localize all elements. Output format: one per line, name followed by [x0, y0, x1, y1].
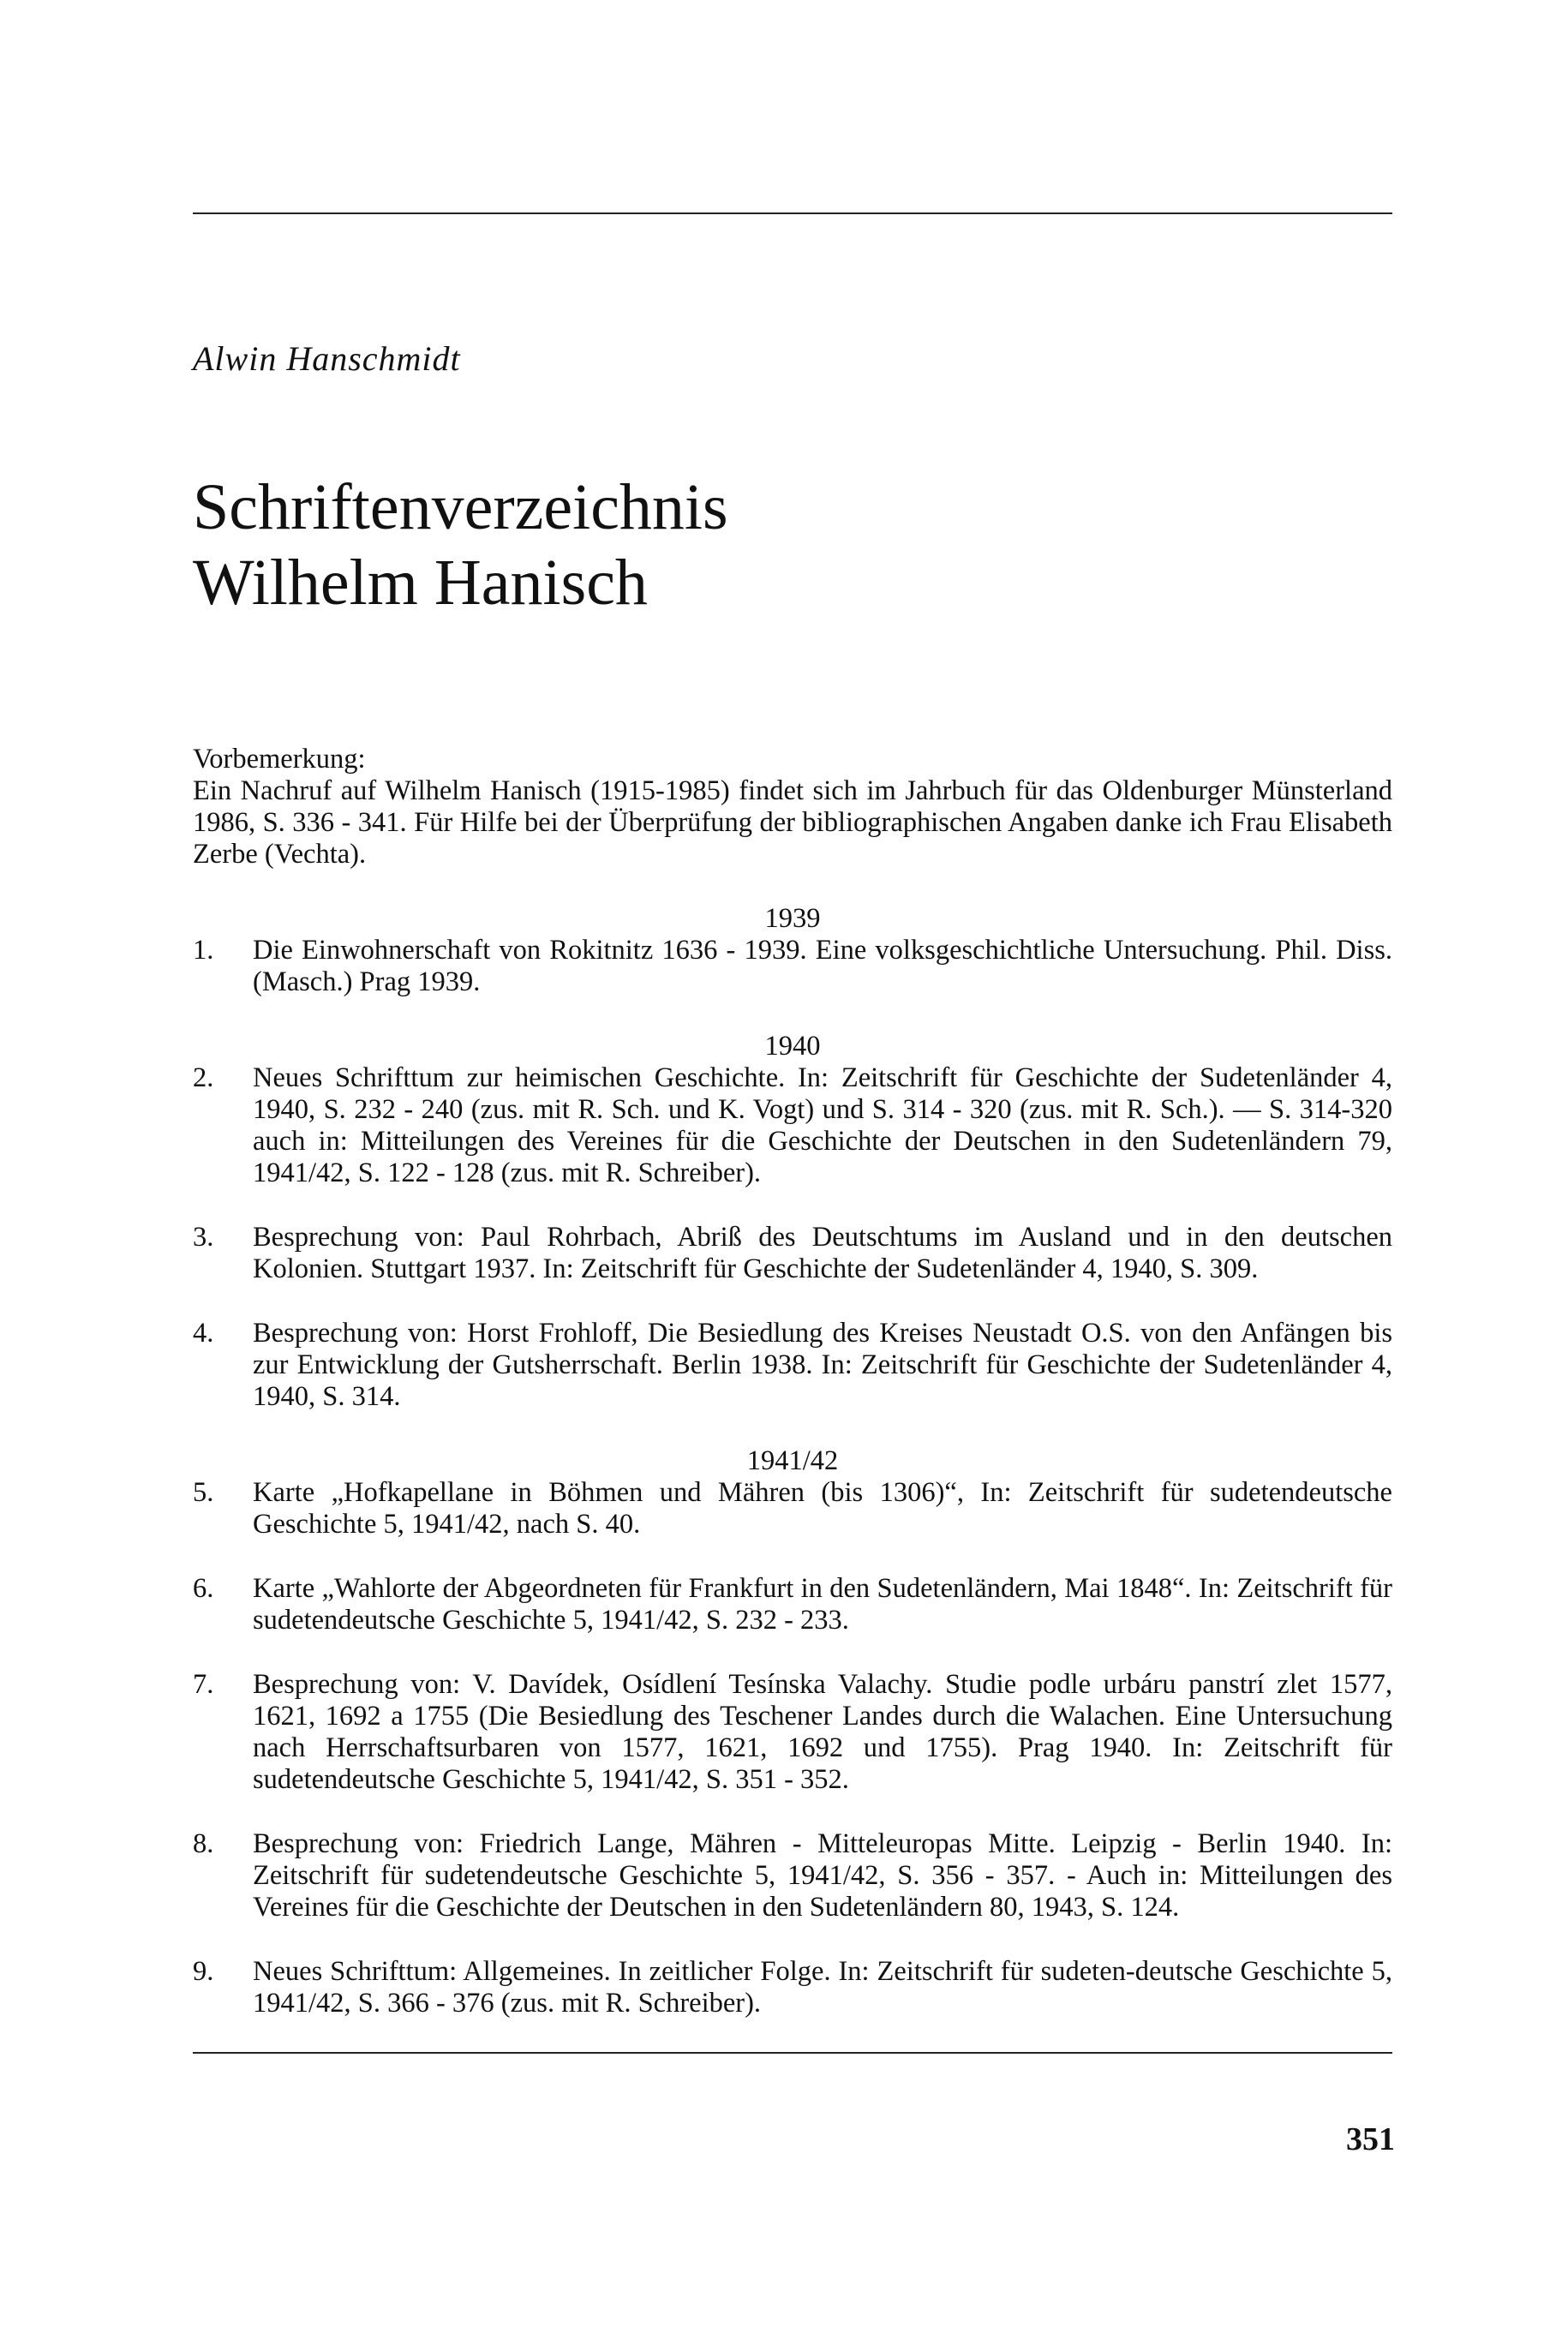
bibliography-entry: [193, 1669, 1392, 1796]
bibliography-entry: [193, 1318, 1392, 1413]
entry-text: Besprechung von: Paul Rohrbach, Abriß des Deutschtums im Ausland und in den deutschen Kolonien. Stuttgart 1937. In: Zeitschrift für Geschichte der Sudetenländer 4, 1940, S. 309.: [253, 1222, 1392, 1284]
entry-number: 6.: [193, 1573, 214, 1604]
title-line-2: Wilhelm Hanisch: [193, 547, 648, 619]
bibliography-entry: [193, 935, 1392, 998]
bottom-rule: [193, 2052, 1392, 2054]
author-name: Alwin Hanschmidt: [193, 339, 461, 378]
year-heading: 1939: [764, 903, 821, 934]
entry-text: Neues Schrifttum zur heimischen Geschichte. In: Zeitschrift für Geschichte der Sudetenländer 4, 1940, S. 232 - 240 (zus. mit R. Sch. und K. Vogt) und S. 314 - 320 (zus. mit R. Sch.). — S. 314-320 auch in: Mitteilungen des Vereines für die Geschichte der Deutschen in den Sudetenländern 79, 1941/42, S. 122 - 128 (zus. mit R. Schreiber).: [253, 1062, 1392, 1188]
preliminary-note: [193, 744, 1392, 870]
entry-number: 8.: [193, 1828, 214, 1859]
entry-text: Besprechung von: V. Davídek, Osídlení Tesínska Valachy. Studie podle urbáru panstrí zlet 1577, 1621, 1692 a 1755 (Die Besiedlung des Teschener Landes durch die Walachen. Eine Untersuchung nach Herrschaftsurbaren von 1577, 1621, 1692 und 1755). Prag 1940. In: Zeitschrift für sudetendeutsche Geschichte 5, 1941/42, S. 351 - 352.: [253, 1669, 1392, 1795]
entry-number: 2.: [193, 1062, 214, 1093]
entry-text: Karte „Hofkapellane in Böhmen und Mähren (bis 1306)“, In: Zeitschrift für sudetendeutsche Geschichte 5, 1941/42, nach S. 40.: [253, 1477, 1392, 1540]
bibliography-content: [193, 744, 1392, 2019]
page-title: [193, 470, 728, 620]
section-1939: [193, 903, 1392, 998]
entry-text: Karte „Wahlorte der Abgeordneten für Frankfurt in den Sudetenländern, Mai 1848“. In: Zeitschrift für sudetendeutsche Geschichte 5, 1941/42, S. 232 - 233.: [253, 1573, 1392, 1636]
entry-text: Die Einwohnerschaft von Rokitnitz 1636 - 1939. Eine volksgeschichtliche Untersuchung. Phil. Diss. (Masch.) Prag 1939.: [253, 935, 1392, 997]
title-line-1: Schriftenverzeichnis: [193, 471, 728, 543]
preliminary-text: Ein Nachruf auf Wilhelm Hanisch (1915-1985) findet sich im Jahrbuch für das Oldenburger Münsterland 1986, S. 336 - 341. Für Hilfe bei der Überprüfung der bibliographischen Angaben danke ich Frau Elisabeth Zerbe (Vechta).: [193, 775, 1392, 870]
entry-number: 4.: [193, 1318, 214, 1349]
bibliography-entry: [193, 1956, 1392, 2019]
entry-number: 9.: [193, 1956, 214, 1987]
bibliography-entry: [193, 1573, 1392, 1636]
section-1941-42: [193, 1445, 1392, 2019]
top-rule: [193, 212, 1392, 214]
entry-text: Besprechung von: Horst Frohloff, Die Besiedlung des Kreises Neustadt O.S. von den Anfängen bis zur Entwicklung der Gutsherrschaft. Berlin 1938. In: Zeitschrift für Geschichte der Sudetenländer 4, 1940, S. 314.: [253, 1318, 1392, 1412]
entry-number: 5.: [193, 1477, 214, 1508]
entry-text: Neues Schrifttum: Allgemeines. In zeitlicher Folge. In: Zeitschrift für sudeten-deutsche Geschichte 5, 1941/42, S. 366 - 376 (zus. mit R. Schreiber).: [253, 1956, 1392, 2019]
bibliography-entry: [193, 1828, 1392, 1923]
preliminary-heading: Vorbemerkung:: [193, 744, 366, 775]
bibliography-entry: [193, 1477, 1392, 1540]
bibliography-entry: [193, 1222, 1392, 1285]
page-number: 351: [1346, 2121, 1395, 2157]
entry-number: 3.: [193, 1222, 214, 1253]
entry-number: 7.: [193, 1669, 214, 1700]
entry-text: Besprechung von: Friedrich Lange, Mähren - Mitteleuropas Mitte. Leipzig - Berlin 1940. In: Zeitschrift für sudetendeutsche Geschichte 5, 1941/42, S. 356 - 357. - Auch in: Mitteilungen des Vereines für die Geschichte der Deutschen in den Sudetenländern 80, 1943, S. 124.: [253, 1828, 1392, 1923]
year-heading: 1940: [764, 1031, 821, 1062]
entry-number: 1.: [193, 935, 214, 966]
year-heading: 1941/42: [746, 1445, 839, 1476]
section-1940: [193, 1031, 1392, 1413]
bibliography-entry: [193, 1062, 1392, 1189]
